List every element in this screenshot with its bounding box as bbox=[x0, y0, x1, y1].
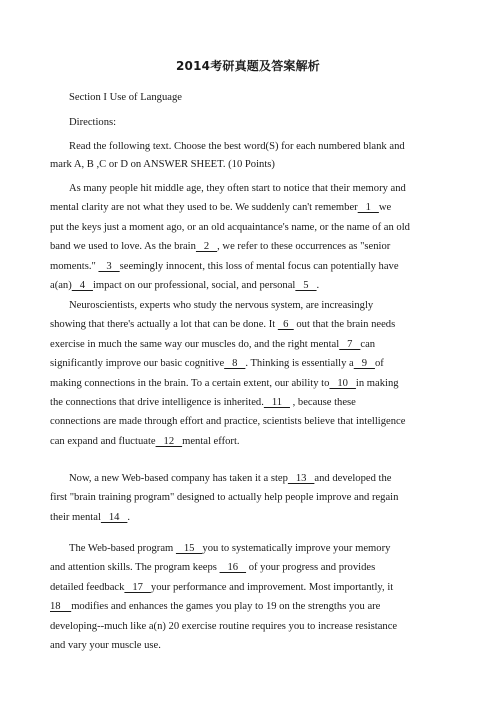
numbered-blank: 11 bbox=[263, 397, 290, 408]
passage-text: in making bbox=[355, 377, 399, 389]
passage-text: and developed the bbox=[314, 473, 392, 484]
passage-text: first "brain training program" designed to actually help people improve and regain bbox=[50, 492, 399, 504]
passage-text: moments." bbox=[50, 260, 99, 272]
directions-line: Read the following text. Choose the best word(S) for each numbered blank and bbox=[69, 141, 405, 152]
passage-text: developing--much like a(n) 20 exercise routine requires you to increase resistance bbox=[50, 620, 398, 632]
passage-line bbox=[50, 562, 375, 574]
passage-text: seemingly innocent, this loss of mental focus can potentially have bbox=[119, 260, 399, 272]
passage-line bbox=[50, 640, 161, 652]
passage-text: making connections in the brain. To a certain extent, our ability to bbox=[50, 377, 330, 389]
passage-text: and vary your muscle use. bbox=[50, 640, 161, 651]
passage-line bbox=[69, 300, 373, 312]
passage-line bbox=[50, 261, 399, 273]
passage-text: mental clarity are not what they used to be. We suddenly can't remember bbox=[50, 202, 358, 214]
numbered-blank: 17 bbox=[124, 581, 151, 593]
passage-text: . bbox=[316, 280, 320, 291]
passage-line bbox=[50, 621, 397, 633]
passage-text: , because these bbox=[289, 397, 356, 408]
passage-text: of bbox=[374, 358, 384, 370]
passage-text: out that the brain needs bbox=[293, 319, 396, 331]
passage-line bbox=[50, 378, 399, 390]
passage-line bbox=[50, 339, 375, 351]
passage-text: Now, a new Web-based company has taken it a step bbox=[69, 473, 288, 484]
passage-line bbox=[50, 512, 130, 524]
numbered-blank: 14 bbox=[100, 511, 128, 523]
passage-line bbox=[50, 319, 395, 331]
numbered-blank: 18 bbox=[50, 601, 72, 613]
numbered-blank: 1 bbox=[357, 202, 379, 214]
passage-text: . Thinking is essentially a bbox=[245, 358, 354, 370]
passage-text: you to systematically improve your memory bbox=[202, 543, 391, 554]
numbered-blank: 5 bbox=[295, 280, 317, 291]
numbered-blank: 6 bbox=[277, 319, 294, 331]
numbered-blank: 7 bbox=[339, 338, 361, 350]
numbered-blank: 13 bbox=[287, 473, 315, 484]
numbered-blank: 9 bbox=[353, 358, 375, 370]
passage-text: The Web-based program bbox=[69, 543, 176, 554]
numbered-blank: 10 bbox=[329, 377, 356, 389]
numbered-blank: 12 bbox=[155, 435, 183, 447]
passage-text: can bbox=[360, 338, 376, 350]
numbered-blank: 8 bbox=[224, 358, 246, 370]
numbered-blank: 16 bbox=[219, 562, 247, 574]
passage-text: As many people hit middle age, they often start to notice that their memory and bbox=[69, 183, 406, 194]
passage-text: band we used to love. As the brain bbox=[50, 241, 196, 253]
passage-line bbox=[69, 183, 406, 195]
passage-text: your performance and improvement. Most importantly, it bbox=[150, 581, 394, 593]
passage-line bbox=[50, 280, 319, 292]
directions-label: Directions: bbox=[69, 117, 117, 128]
passage-text: Neuroscientists, experts who study the nervous system, are increasingly bbox=[69, 300, 374, 311]
passage-line bbox=[50, 202, 391, 214]
passage-text: exercise in much the same way our muscles do, and the right mental bbox=[50, 338, 340, 350]
passage-text: we bbox=[378, 202, 392, 214]
passage-text: showing that there's actually a lot that can be done. It bbox=[50, 319, 278, 331]
passage-line bbox=[50, 397, 356, 409]
passage-line bbox=[50, 241, 390, 253]
passage-text: impact on our professional, social, and personal bbox=[92, 280, 296, 291]
passage-line bbox=[50, 582, 393, 594]
passage-text: put the keys just a moment ago, or an old acquaintance's name, or the name of an old bbox=[50, 221, 410, 233]
passage-text: . bbox=[127, 511, 131, 523]
passage-text: can expand and fluctuate bbox=[50, 435, 156, 447]
passage-text: significantly improve our basic cognitive bbox=[50, 358, 225, 370]
passage-text: mental effort. bbox=[182, 435, 240, 447]
passage-line bbox=[69, 543, 390, 555]
passage-text: , we refer to these occurrences as "senior bbox=[217, 241, 391, 253]
passage-line bbox=[50, 416, 405, 428]
passage-text: the connections that drive intelligence is inherited. bbox=[50, 397, 264, 408]
passage-line bbox=[50, 222, 410, 234]
passage-line bbox=[50, 492, 398, 504]
passage-line bbox=[69, 473, 391, 485]
section-heading: Section I Use of Language bbox=[69, 92, 182, 103]
numbered-blank: 3 bbox=[98, 260, 120, 272]
passage-text: modifies and enhances the games you play to 19 on the strengths you are bbox=[71, 601, 381, 613]
passage-line bbox=[50, 358, 384, 370]
numbered-blank: 15 bbox=[175, 543, 203, 554]
passage-text: a(an) bbox=[50, 280, 72, 291]
passage-text: connections are made through effort and practice, scientists believe that intelligence bbox=[50, 416, 406, 428]
passage-line bbox=[50, 436, 240, 448]
passage-text: detailed feedback bbox=[50, 581, 125, 593]
directions-line: mark A, B ,C or D on ANSWER SHEET. (10 Points) bbox=[50, 159, 275, 170]
passage-text: of your progress and provides bbox=[246, 562, 376, 574]
passage-line bbox=[50, 601, 380, 613]
numbered-blank: 2 bbox=[195, 241, 218, 253]
passage-text: and attention skills. The program keeps bbox=[50, 562, 220, 574]
document-title: 2014考研真题及答案解析 bbox=[176, 59, 320, 73]
numbered-blank: 4 bbox=[71, 280, 93, 291]
passage-text: their mental bbox=[50, 511, 101, 523]
